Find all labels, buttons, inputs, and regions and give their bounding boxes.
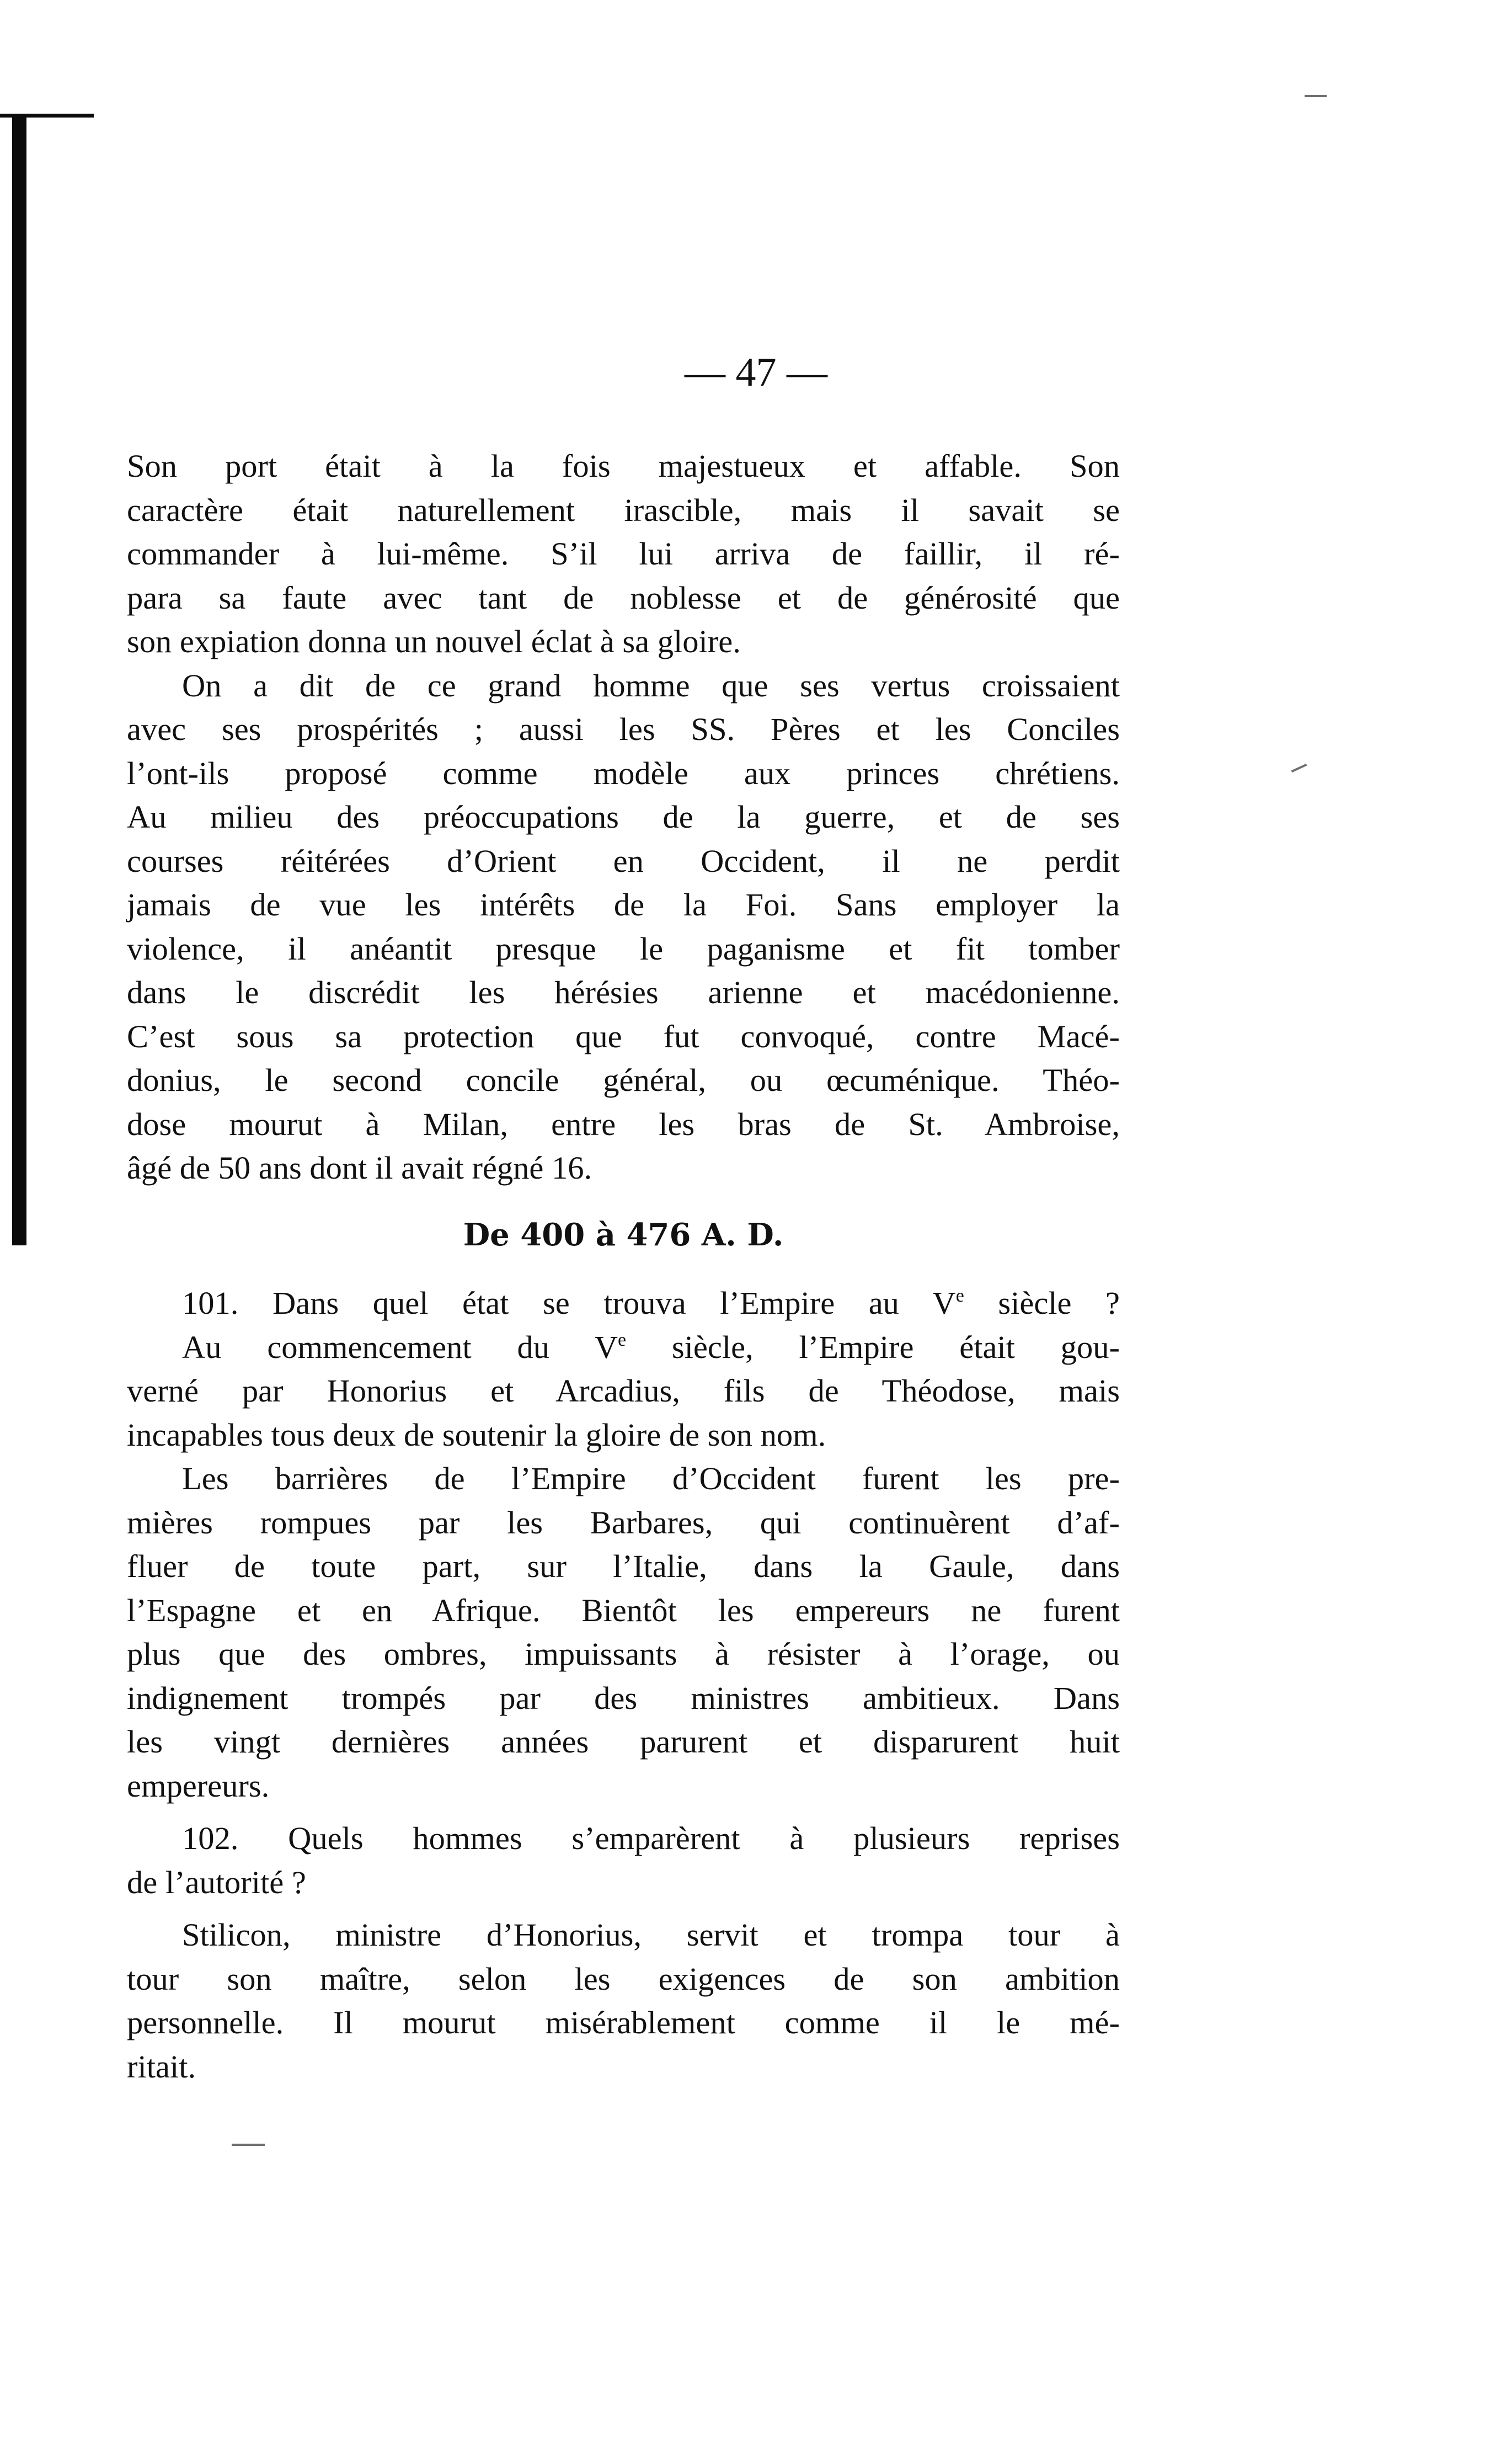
answer-101b-line: empereurs. [127, 1767, 270, 1804]
answer-101-line: incapables tous deux de soutenir la gloire de son nom. [127, 1416, 826, 1453]
body-line: commander à lui-même. S’il lui arriva de faillir, il ré- [127, 536, 1120, 572]
scan-speck [232, 2144, 265, 2146]
body-line: avec ses prospérités ; aussi les SS. Pères et les Conciles [127, 711, 1120, 747]
answer-101-line [127, 1325, 1120, 1370]
answer-101b-line: l’Espagne et en Afrique. Bientôt les empereurs ne furent [127, 1592, 1120, 1628]
body-line: violence, il anéantit presque le paganisme et fit tomber [127, 930, 1120, 967]
body-line: courses réitérées d’Orient en Occident, il ne perdit [127, 843, 1120, 879]
question-number: 102. [182, 1820, 239, 1856]
body-line: para sa faute avec tant de noblesse et de générosité que [127, 579, 1120, 616]
answer-102-line: tour son maître, selon les exigences de son ambition [127, 1960, 1120, 1997]
superscript: e [617, 1329, 627, 1350]
scan-speck [1291, 764, 1307, 772]
question-text: Quels hommes s’emparèrent à plusieurs reprises [288, 1820, 1120, 1856]
question-102 [127, 1816, 1120, 1861]
answer-101b-line: les vingt dernières années parurent et disparurent huit [127, 1724, 1120, 1760]
body-line: caractère était naturellement irascible, mais il savait se [127, 492, 1120, 528]
body-line: âgé de 50 ans dont il avait régné 16. [127, 1150, 592, 1186]
question-text: Dans quel état se trouva l’Empire au V [272, 1285, 956, 1321]
section-heading: De 400 à 476 A. D. [463, 1216, 784, 1253]
answer-101b-line: mières rompues par les Barbares, qui continuèrent d’af- [127, 1504, 1120, 1541]
page-body [127, 444, 1120, 2088]
body-line: Son port était à la fois majestueux et affable. Son [127, 448, 1120, 484]
body-line: dans le discrédit les hérésies arienne et macédonienne. [127, 974, 1120, 1010]
answer-102-line: ritait. [127, 2048, 196, 2085]
superscript: e [955, 1286, 964, 1306]
scan-speck [1305, 95, 1327, 97]
answer-102-line: personnelle. Il mourut misérablement comme il le mé- [127, 2005, 1120, 2040]
body-line: l’ont-ils proposé comme modèle aux princes chrétiens. [127, 755, 1120, 791]
body-line: donius, le second concile général, ou œcuménique. Théo- [127, 1062, 1120, 1098]
question-101 [127, 1281, 1120, 1325]
answer-101b-line: indignement trompés par des ministres ambitieux. Dans [127, 1680, 1120, 1716]
spacer [127, 1808, 1120, 1816]
body-line: son expiation donna un nouvel éclat à sa gloire. [127, 624, 741, 659]
page-number: — 47 — [685, 350, 827, 395]
answer-101b-line: plus que des ombres, impuissants à résister à l’orage, ou [127, 1636, 1120, 1672]
body-line: Au milieu des préoccupations de la guerre, et de ses [127, 799, 1120, 835]
spacer [127, 1904, 1120, 1913]
question-102-line: de l’autorité ? [127, 1864, 306, 1900]
body-line: On a dit de ce grand homme que ses vertus croissaient [182, 667, 1120, 704]
answer-101b-line: Les barrières de l’Empire d’Occident furent les pre- [182, 1461, 1120, 1496]
question-text: siècle ? [964, 1285, 1120, 1321]
binding-rule [12, 117, 26, 1245]
answer-text: siècle, l’Empire était gou- [626, 1329, 1120, 1365]
answer-text: Au commencement du V [182, 1329, 618, 1365]
body-line: jamais de vue les intérêts de la Foi. Sans employer la [127, 887, 1120, 923]
question-number: 101. [182, 1285, 239, 1321]
body-line: dose mourut à Milan, entre les bras de St. Ambroise, [127, 1106, 1120, 1142]
answer-101-line: verné par Honorius et Arcadius, fils de Théodose, mais [127, 1373, 1120, 1409]
body-line: C’est sous sa protection que fut convoqué, contre Macé- [127, 1018, 1120, 1054]
answer-101b-line: fluer de toute part, sur l’Italie, dans la Gaule, dans [127, 1548, 1120, 1584]
answer-102-line: Stilicon, ministre d’Honorius, servit et trompa tour à [182, 1917, 1120, 1953]
